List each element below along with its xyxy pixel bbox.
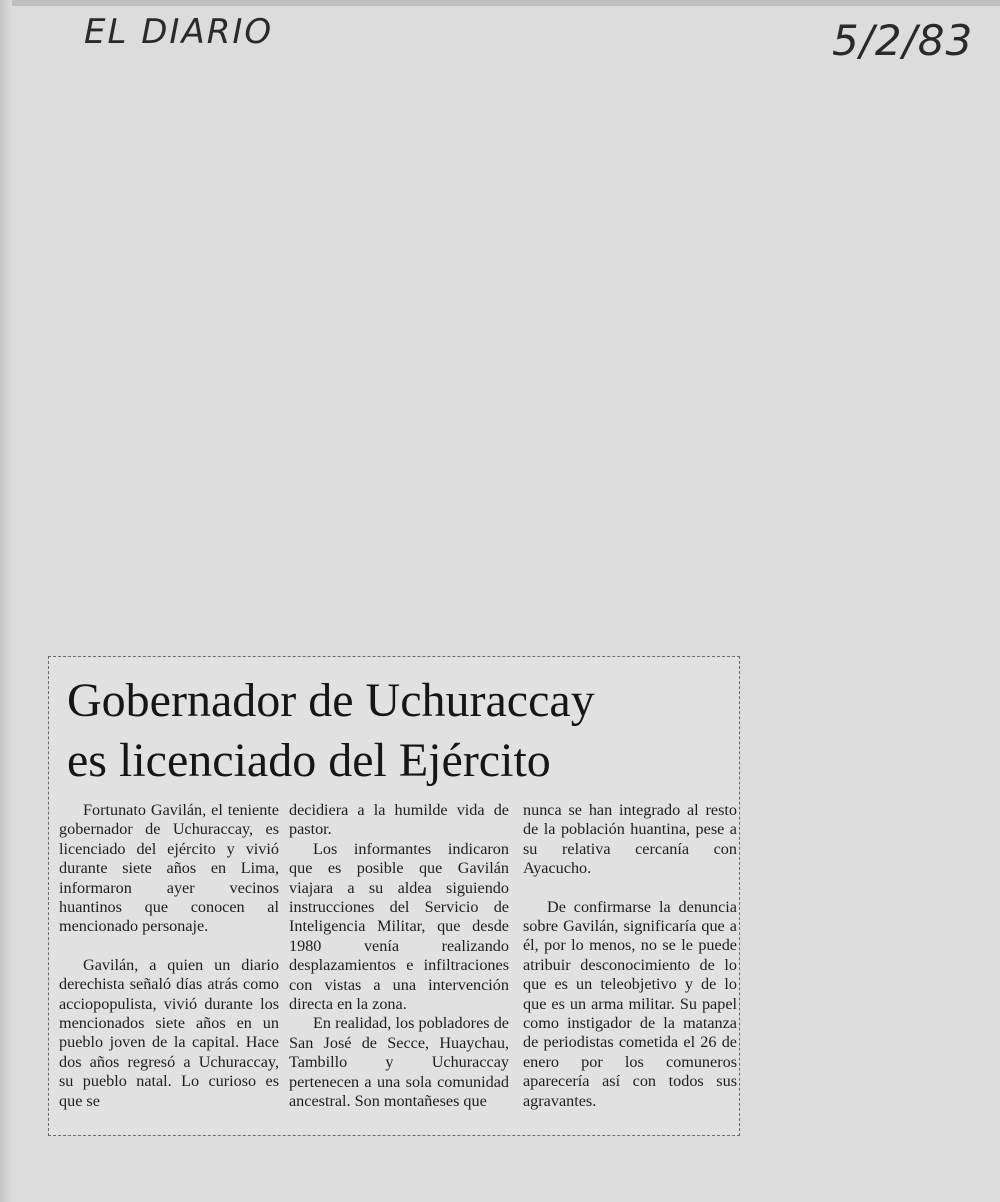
headline-line-1: Gobernador de Uchuraccay (67, 674, 595, 727)
article-paragraph: decidiera a la humilde vida de pastor. (289, 801, 509, 839)
article-column-1 (59, 801, 279, 1111)
newspaper-clipping (48, 656, 740, 1136)
article-paragraph: Los informantes indicaron que es posible que Gavilán viajara a su aldea siguiendo instrucciones del Servicio de Inteligencia Militar, que desde 1980 venía realizando desplazamientos e infiltraciones con vistas a una intervención directa en la zona. (289, 839, 509, 1014)
article-column-3 (523, 801, 737, 1111)
article-paragraph: En realidad, los pobladores de San José de Secce, Huaychau, Tambillo y Uchuraccay pertenecen a una sola comunidad ancestral. Son montañeses que (289, 1014, 509, 1111)
article-paragraph: De confirmarse la denuncia sobre Gavilán, significaría que a él, por lo menos, no se le puede atribuir desconocimiento de lo que es un teleobjetivo y de lo que es un arma militar. Su papel como instigador de la matanza de periodistas cometida el 26 de enero por los comuneros aparecería así con todos sus agravantes. (523, 897, 737, 1110)
scan-top-edge (0, 0, 1000, 6)
handwritten-date-note: 5/2/83 (832, 16, 974, 65)
article-paragraph: nunca se han integrado al resto de la población huantina, pese a su relativa cercanía con Ayacucho. (523, 801, 737, 878)
article-headline (67, 671, 727, 791)
article-column-2 (289, 801, 509, 1112)
handwritten-source-note: EL DIARIO (84, 12, 274, 52)
article-paragraph: Gavilán, a quien un diario derechista señaló días atrás como acciopopulista, vivió durante los mencionados siete años en un pueblo joven de la capital. Hace dos años regresó a Uchuraccay, su pueblo natal. Lo curioso es que se (59, 955, 279, 1110)
headline-line-2: es licenciado del Ejército (67, 734, 551, 787)
article-paragraph: Fortunato Gavilán, el teniente gobernador de Uchuraccay, es licenciado del ejército y vivió durante siete años en Lima, informaron ayer vecinos huantinos que conocen al mencionado personaje. (59, 801, 279, 936)
scan-left-edge (0, 0, 12, 1202)
